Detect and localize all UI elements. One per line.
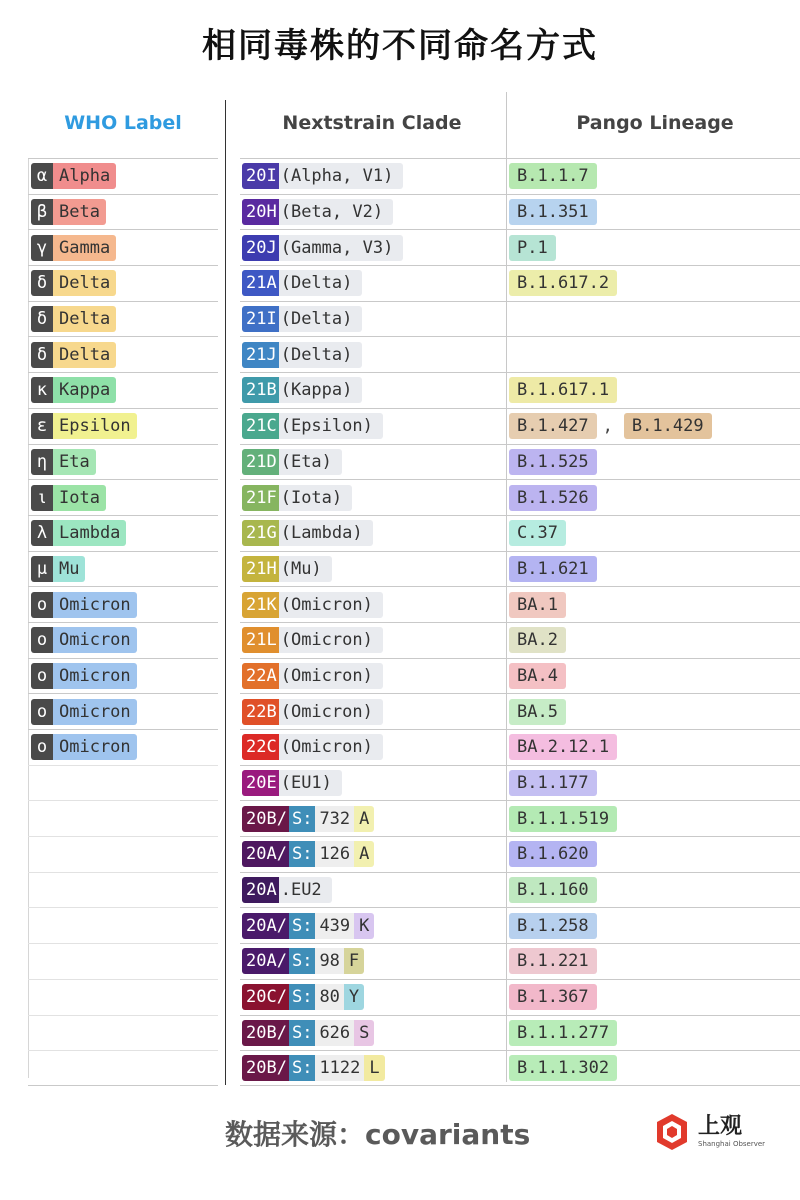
clade-code: 20H xyxy=(242,199,279,225)
spike-label: S: xyxy=(289,948,315,974)
empty-row xyxy=(28,1015,218,1051)
spike-label: S: xyxy=(289,1020,315,1046)
clade-name: (Omicron) xyxy=(280,630,373,651)
table-row xyxy=(28,515,218,551)
who-label-chip xyxy=(31,306,116,332)
clade-code: 21F xyxy=(242,485,279,511)
clade-name: (Omicron) xyxy=(280,701,373,722)
table-row xyxy=(506,515,800,551)
table-row xyxy=(240,729,506,765)
nextstrain-clade-chip xyxy=(242,734,383,760)
table-row xyxy=(28,229,218,265)
table-row xyxy=(506,765,800,801)
mutation-position: 80 xyxy=(315,984,343,1010)
clade-code: 20A/ xyxy=(242,913,289,939)
greek-letter: δ xyxy=(31,270,53,296)
mutation-position: 439 xyxy=(315,913,354,939)
table-row xyxy=(506,229,800,265)
who-label-chip xyxy=(31,449,96,475)
table-divider xyxy=(225,100,226,1085)
table-row xyxy=(506,265,800,301)
table-row xyxy=(28,479,218,515)
greek-letter: ο xyxy=(31,734,53,760)
mutation-position: 126 xyxy=(315,841,354,867)
clade-name: (Kappa) xyxy=(280,380,353,401)
variant-name: Kappa xyxy=(53,377,116,403)
pango-lineage-chip: B.1.620 xyxy=(509,841,597,867)
pango-lineage-chip: B.1.221 xyxy=(509,948,597,974)
nextstrain-clade-chip xyxy=(242,199,393,225)
table-row xyxy=(240,336,506,372)
variant-name: Gamma xyxy=(53,235,116,261)
empty-row xyxy=(28,907,218,943)
who-label-column xyxy=(28,158,218,1086)
amino-acid: F xyxy=(344,948,364,974)
table-row xyxy=(240,1015,506,1051)
nextstrain-clade-chip xyxy=(242,841,374,867)
table-row xyxy=(240,658,506,694)
table-row xyxy=(506,158,800,194)
table-row xyxy=(240,515,506,551)
empty-row xyxy=(28,800,218,836)
pango-lineage-chip: B.1.617.1 xyxy=(509,377,617,403)
amino-acid: A xyxy=(354,841,374,867)
table-row xyxy=(28,444,218,480)
table-row xyxy=(28,372,218,408)
clade-name: (Omicron) xyxy=(280,737,373,758)
table-row xyxy=(506,408,800,444)
nextstrain-clade-chip xyxy=(242,270,362,296)
nextstrain-clade-chip xyxy=(242,592,383,618)
table-row xyxy=(240,979,506,1015)
pango-lineage-chip: B.1.351 xyxy=(509,199,597,225)
pango-lineage-chip: B.1.1.277 xyxy=(509,1020,617,1046)
page-title: 相同毒株的不同命名方式 xyxy=(202,26,598,66)
table-row xyxy=(506,658,800,694)
who-label-chip xyxy=(31,235,116,261)
clade-name: (Mu) xyxy=(280,558,322,579)
clade-code: 21G xyxy=(242,520,279,546)
who-label-chip xyxy=(31,485,106,511)
table-row xyxy=(506,979,800,1015)
greek-letter: ο xyxy=(31,627,53,653)
amino-acid: K xyxy=(354,913,374,939)
nextstrain-clade-chip xyxy=(242,948,364,974)
table-row xyxy=(506,836,800,872)
pango-lineage-header: Pango Lineage xyxy=(576,112,734,134)
spike-label: S: xyxy=(289,841,315,867)
variant-name: Omicron xyxy=(53,592,137,618)
nextstrain-clade-chip xyxy=(242,342,362,368)
greek-letter: η xyxy=(31,449,53,475)
table-row xyxy=(240,586,506,622)
clade-code: 20B/ xyxy=(242,1020,289,1046)
who-label-header: WHO Label xyxy=(64,112,182,134)
table-row xyxy=(506,943,800,979)
clade-code: 21I xyxy=(242,306,279,332)
spike-label: S: xyxy=(289,913,315,939)
empty-row xyxy=(28,872,218,908)
clade-name: (Alpha, V1) xyxy=(280,166,394,187)
pango-lineage-chip: B.1.1.302 xyxy=(509,1055,617,1081)
pango-lineage-chip: BA.5 xyxy=(509,699,566,725)
table-row xyxy=(240,194,506,230)
shanghai-observer-logo xyxy=(652,1112,765,1152)
table-row xyxy=(28,693,218,729)
spike-label: S: xyxy=(289,1055,315,1081)
clade-code: 20I xyxy=(242,163,279,189)
clade-code: 20A/ xyxy=(242,841,289,867)
clade-code: 20C/ xyxy=(242,984,289,1010)
who-label-chip xyxy=(31,270,116,296)
who-label-chip xyxy=(31,663,137,689)
clade-name: (Beta, V2) xyxy=(280,202,384,223)
clade-name: (Gamma, V3) xyxy=(280,237,394,258)
who-label-chip xyxy=(31,163,116,189)
clade-code: 21L xyxy=(242,627,279,653)
table-row xyxy=(240,372,506,408)
pango-lineage-chip: BA.1 xyxy=(509,592,566,618)
clade-code: 21A xyxy=(242,270,279,296)
clade-name: (EU1) xyxy=(280,773,332,794)
table-row xyxy=(506,1015,800,1051)
pango-lineage-chip: B.1.429 xyxy=(624,413,712,439)
pango-lineage-chip: B.1.526 xyxy=(509,485,597,511)
pango-lineage-chip: BA.2.12.1 xyxy=(509,734,617,760)
nextstrain-clade-chip xyxy=(242,306,362,332)
table-row xyxy=(240,765,506,801)
table-row xyxy=(28,194,218,230)
nextstrain-clade-chip xyxy=(242,699,383,725)
greek-letter: ο xyxy=(31,699,53,725)
who-label-chip xyxy=(31,627,137,653)
table-row xyxy=(240,872,506,908)
nextstrain-clade-chip xyxy=(242,984,364,1010)
table-row xyxy=(28,265,218,301)
empty-row xyxy=(28,836,218,872)
greek-letter: μ xyxy=(31,556,53,582)
clade-code: 21D xyxy=(242,449,279,475)
greek-letter: δ xyxy=(31,306,53,332)
nextstrain-clade-chip xyxy=(242,163,403,189)
greek-letter: ε xyxy=(31,413,53,439)
nextstrain-clade-chip xyxy=(242,663,383,689)
nextstrain-clade-chip xyxy=(242,877,332,903)
table-row xyxy=(28,658,218,694)
nextstrain-clade-header: Nextstrain Clade xyxy=(282,112,462,134)
empty-row xyxy=(28,979,218,1015)
who-label-chip xyxy=(31,377,116,403)
nextstrain-clade-chip xyxy=(242,449,342,475)
spike-label: S: xyxy=(289,984,315,1010)
logo-mark-icon xyxy=(652,1112,692,1152)
clade-name: .EU2 xyxy=(280,880,322,901)
variant-name: Mu xyxy=(53,556,85,582)
pango-lineage-chip: B.1.617.2 xyxy=(509,270,617,296)
table-row xyxy=(506,1050,800,1086)
table-row xyxy=(240,1050,506,1086)
table-row xyxy=(506,693,800,729)
clade-name: (Omicron) xyxy=(280,665,373,686)
empty-row xyxy=(28,765,218,801)
table-row xyxy=(506,372,800,408)
nextstrain-clade-chip xyxy=(242,377,362,403)
table-row xyxy=(240,408,506,444)
who-label-chip xyxy=(31,199,106,225)
clade-code: 21C xyxy=(242,413,279,439)
pango-lineage-chip: B.1.1.7 xyxy=(509,163,597,189)
table-row xyxy=(506,336,800,372)
clade-name: (Delta) xyxy=(280,309,353,330)
nextstrain-clade-chip xyxy=(242,770,342,796)
table-row xyxy=(240,265,506,301)
clade-name: (Delta) xyxy=(280,344,353,365)
who-label-chip xyxy=(31,592,137,618)
table-row xyxy=(506,479,800,515)
empty-row xyxy=(28,1050,218,1086)
table-row xyxy=(506,872,800,908)
clade-code: 20A/ xyxy=(242,948,289,974)
greek-letter: λ xyxy=(31,520,53,546)
table-row xyxy=(240,444,506,480)
pango-lineage-chip: B.1.160 xyxy=(509,877,597,903)
table-row xyxy=(28,622,218,658)
table-row xyxy=(28,551,218,587)
nextstrain-clade-chip xyxy=(242,556,332,582)
mutation-position: 626 xyxy=(315,1020,354,1046)
clade-code: 21J xyxy=(242,342,279,368)
variant-name: Lambda xyxy=(53,520,126,546)
clade-name: (Lambda) xyxy=(280,523,363,544)
table-row xyxy=(240,479,506,515)
pango-lineage-chip: C.37 xyxy=(509,520,566,546)
nextstrain-clade-chip xyxy=(242,413,383,439)
table-row xyxy=(240,158,506,194)
clade-code: 22B xyxy=(242,699,279,725)
table-row xyxy=(506,551,800,587)
pango-lineage-chip: P.1 xyxy=(509,235,556,261)
pango-lineage-chip: BA.2 xyxy=(509,627,566,653)
who-label-chip xyxy=(31,342,116,368)
table-row xyxy=(28,301,218,337)
table-row xyxy=(506,301,800,337)
table-row xyxy=(240,943,506,979)
table-row xyxy=(506,622,800,658)
mutation-position: 98 xyxy=(315,948,343,974)
variant-name: Omicron xyxy=(53,734,137,760)
pango-lineage-chip: BA.4 xyxy=(509,663,566,689)
who-label-chip xyxy=(31,556,85,582)
pango-lineage-chip: B.1.621 xyxy=(509,556,597,582)
pango-lineage-chip: B.1.367 xyxy=(509,984,597,1010)
mutation-position: 1122 xyxy=(315,1055,364,1081)
variant-name: Delta xyxy=(53,306,116,332)
lineage-separator: , xyxy=(602,416,613,437)
clade-code: 20E xyxy=(242,770,279,796)
table-row xyxy=(240,622,506,658)
variant-name: Delta xyxy=(53,270,116,296)
variant-name: Iota xyxy=(53,485,106,511)
variant-name: Omicron xyxy=(53,699,137,725)
clade-code: 20B/ xyxy=(242,1055,289,1081)
greek-letter: κ xyxy=(31,377,53,403)
table-row xyxy=(28,729,218,765)
empty-row xyxy=(28,943,218,979)
nextstrain-clade-chip xyxy=(242,1020,374,1046)
who-label-chip xyxy=(31,734,137,760)
greek-letter: β xyxy=(31,199,53,225)
nextstrain-clade-chip xyxy=(242,520,373,546)
variant-name: Omicron xyxy=(53,627,137,653)
table-row xyxy=(506,444,800,480)
greek-letter: δ xyxy=(31,342,53,368)
clade-code: 21B xyxy=(242,377,279,403)
greek-letter: γ xyxy=(31,235,53,261)
variant-name: Alpha xyxy=(53,163,116,189)
amino-acid: L xyxy=(364,1055,384,1081)
pango-lineage-chip: B.1.525 xyxy=(509,449,597,475)
variant-name: Beta xyxy=(53,199,106,225)
table-row xyxy=(28,586,218,622)
variant-name: Omicron xyxy=(53,663,137,689)
clade-code: 20J xyxy=(242,235,279,261)
nextstrain-clade-chip xyxy=(242,913,374,939)
clade-code: 22C xyxy=(242,734,279,760)
spike-label: S: xyxy=(289,806,315,832)
variant-name: Eta xyxy=(53,449,96,475)
variant-name: Epsilon xyxy=(53,413,137,439)
table-row xyxy=(506,194,800,230)
table-row xyxy=(240,551,506,587)
clade-code: 21H xyxy=(242,556,279,582)
clade-name: (Epsilon) xyxy=(280,416,373,437)
table-row xyxy=(240,800,506,836)
logo-english-text: Shanghai Observer xyxy=(698,1140,766,1148)
clade-name: (Iota) xyxy=(280,487,343,508)
clade-code: 22A xyxy=(242,663,279,689)
pango-lineage-chip: B.1.427 xyxy=(509,413,597,439)
table-row xyxy=(28,408,218,444)
table-row xyxy=(240,693,506,729)
pango-lineage-chip: B.1.177 xyxy=(509,770,597,796)
who-label-chip xyxy=(31,699,137,725)
table-row xyxy=(240,836,506,872)
table-row xyxy=(240,229,506,265)
mutation-position: 732 xyxy=(315,806,354,832)
clade-code: 20A xyxy=(242,877,279,903)
amino-acid: A xyxy=(354,806,374,832)
table-row xyxy=(506,907,800,943)
nextstrain-clade-chip xyxy=(242,627,383,653)
amino-acid: S xyxy=(354,1020,374,1046)
who-label-chip xyxy=(31,413,137,439)
table-row xyxy=(28,336,218,372)
clade-name: (Eta) xyxy=(280,451,332,472)
pango-lineage-chip: B.1.258 xyxy=(509,913,597,939)
logo-chinese-text: 上观 xyxy=(698,1114,743,1139)
clade-name: (Delta) xyxy=(280,273,353,294)
clade-code: 21K xyxy=(242,592,279,618)
variant-name: Delta xyxy=(53,342,116,368)
table-row xyxy=(506,729,800,765)
amino-acid: Y xyxy=(344,984,364,1010)
nextstrain-clade-chip xyxy=(242,485,352,511)
greek-letter: α xyxy=(31,163,53,189)
pango-lineage-column xyxy=(506,158,800,1086)
clade-name: (Omicron) xyxy=(280,594,373,615)
data-source-caption: 数据来源：covariants xyxy=(225,1118,531,1151)
greek-letter: ι xyxy=(31,485,53,511)
table-row xyxy=(506,800,800,836)
who-label-chip xyxy=(31,520,126,546)
nextstrain-clade-chip xyxy=(242,1055,385,1081)
table-row xyxy=(240,907,506,943)
nextstrain-clade-chip xyxy=(242,235,403,261)
clade-code: 20B/ xyxy=(242,806,289,832)
table-row xyxy=(506,586,800,622)
greek-letter: ο xyxy=(31,592,53,618)
table-row xyxy=(240,301,506,337)
table-row xyxy=(28,158,218,194)
nextstrain-clade-column xyxy=(240,158,506,1086)
nextstrain-clade-chip xyxy=(242,806,374,832)
greek-letter: ο xyxy=(31,663,53,689)
pango-lineage-chip: B.1.1.519 xyxy=(509,806,617,832)
